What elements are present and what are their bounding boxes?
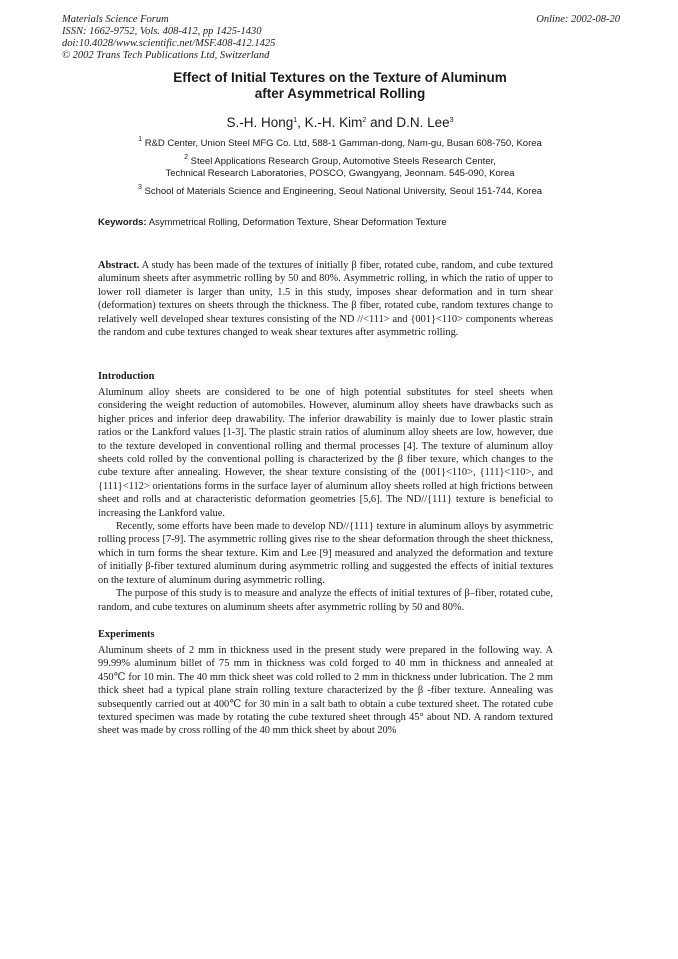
introduction-body [98,386,553,614]
journal-name: Materials Science Forum [62,14,169,25]
experiments-paragraph-1: Aluminum sheets of 2 mm in thickness used in the present study were prepared in the following way. A 99.99% aluminum billet of 75 mm in thickness was cold forged to 40 mm in thickness and annealed at 450℃ for 10 min. The 40 mm thick sheet was cold rolled to 2 mm in thickness under lubrication. The 2 mm thick sheet had a typical plane strain rolling texture characterized by the β -fiber texture. Annealing was subsequently carried out at 400℃ for 30 min in a salt bath to obtain a cube textured sheet. The rotated cube textured specimen was made by rotating the cube textured sheet through 45° about ND. A random textured sheet was made by cross rolling of the 40 mm thick sheet by about 20% [98,645,553,737]
affiliation-1-mark: 1 [138,136,143,143]
affiliation-2-mark: 2 [184,153,189,161]
abstract-label: Abstract. [98,260,140,271]
journal-header [62,14,382,62]
title-line-2: after Asymmetrical Rolling [254,86,426,101]
title-line-1: Effect of Initial Textures on the Texture of Aluminum [173,70,507,85]
introduction-paragraph-3: The purpose of this study is to measure and analyze the effects of initial textures of β–fiber, rotated cube, random, and cube textures on aluminum sheets after asymmetric rolling by 50 and 80%. [98,588,553,613]
author-1-affil-mark: 1 [293,117,298,124]
author-separator-1: , [297,115,305,130]
affiliation-2-line-1: Steel Applications Research Group, Automotive Steels Research Center, [190,155,496,167]
issn-line: ISSN: 1662-9752, Vols. 408-412, pp 1425-1430 [62,26,262,37]
keywords-label: Keywords: [98,217,147,228]
affiliations [80,138,600,198]
affiliation-3-text: School of Materials Science and Engineering, Seoul National University, Seoul 151-744, Korea [144,185,543,197]
experiments-body [98,644,553,738]
introduction-paragraph-1: Aluminum alloy sheets are considered to be one of high potential substitutes for steel sheets when considering the weight reduction of automobiles. However, aluminum alloy sheets have drawbacks such as higher prices and inferior deep drawability. The inferior drawability is mainly due to lower plastic strain ratios or the Lankford values [1-3]. The plastic strain ratios of aluminum alloy sheets are low, however, due to the texture developed in conventional rolling and thermal processes [4]. The texture of aluminum alloy sheets cold rolled by the conventional polling is characterized by the β fiber texure, which changes to the cube texture after annealing. However, the shear texture consisting of the {001}<110>, {111}<110>, and {111}<112> orientations forms in the surface layer of aluminum alloy sheets rolled at high frictions between sheet and rolls and at characteristic deformation geometries [5,6]. The ND//{111} texture is beneficial to increasing the Lankford value. [98,387,553,519]
affiliation-2-line-2: Technical Research Laboratories, POSCO, Gwangyang, Jeonnam. 545-090, Korea [165,168,515,179]
copyright-line: © 2002 Trans Tech Publications Ltd, Switzerland [62,50,270,61]
abstract-text: A study has been made of the textures of initially β fiber, rotated cube, random, and cube textured aluminum sheets after asymmetric rolling by 50 and 80%. Asymmetric rolling, in which the ratio of upper to lower roll diameter is larger than unity, 1.5 in this study, imposes shear deformation and in turn shear (deformation) textures on sheets through the thickness. The β fiber, rotated cube, random textures change to relatively well developed shear textures consisting of the ND //<111> and {001}<110> components whereas the random and cube textures changed to weak shear textures after asymmetric rolling. [98,260,553,339]
author-separator-2: and [366,115,397,130]
affiliation-2 [80,153,600,169]
author-3: D.N. Lee [396,115,450,130]
keywords [98,217,598,228]
affiliation-3-mark: 3 [137,183,142,191]
author-2: K.-H. Kim [304,115,363,130]
author-1: S.-H. Hong [226,115,294,130]
experiments-heading: Experiments [98,629,155,640]
author-list [60,115,620,130]
doi-line: doi:10.4028/www.scientific.net/MSF.408-412.1425 [62,38,276,49]
affiliation-1 [80,138,600,151]
introduction-heading: Introduction [98,371,155,382]
online-date: Online: 2002-08-20 [536,14,620,25]
abstract [98,259,553,339]
paper-title [60,70,620,102]
affiliation-1-text: R&D Center, Union Steel MFG Co. Ltd, 588-1 Gamman-dong, Nam-gu, Busan 608-750, Korea [144,138,542,149]
keywords-text: Asymmetrical Rolling, Deformation Texture, Shear Deformation Texture [146,217,447,228]
author-3-affil-mark: 3 [449,117,454,124]
author-2-affil-mark: 2 [362,117,367,124]
introduction-paragraph-2: Recently, some efforts have been made to develop ND//{111} texture in aluminum alloys by asymmetric rolling process [7-9]. The asymmetric rolling gives rise to the shear deformation through the sheet thickness, which in turn forms the shear texture. Kim and Lee [9] measured and analyzed the deformation and texture of initially β-fiber textured aluminum during asymmetric rolling and suggested the effects of initial textures on the texture of aluminum during asymmetric rolling. [98,521,553,586]
affiliation-3 [80,183,600,199]
